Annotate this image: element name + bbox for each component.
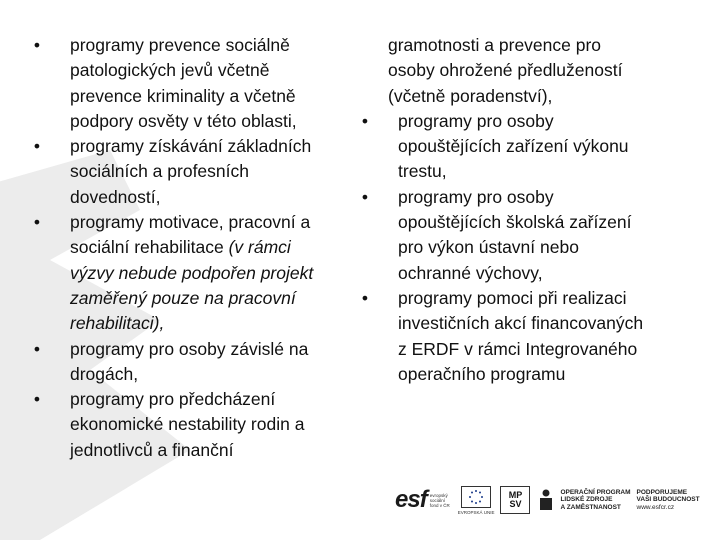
item-text: z ERDF v rámci Integrovaného [398, 338, 638, 359]
item-text: drogách, [70, 363, 139, 384]
slogan-text: PODPORUJEME VAŠI BUDOUCNOST www.esfcr.cz [636, 489, 700, 511]
esf-mark: esf [395, 486, 427, 513]
bullet-icon: • [33, 212, 41, 233]
item-text: gramotnosti a prevence pro [388, 35, 602, 55]
item-text: prevence kriminality a včetně [70, 85, 296, 106]
item-text: programy prevence sociálně [70, 35, 290, 55]
footer-logos [395, 480, 705, 520]
item-text: jednotlivců a finanční [70, 439, 234, 460]
list-item [30, 387, 360, 463]
item-text: opouštějících školská zařízení [398, 212, 632, 233]
left-column [30, 33, 360, 463]
op-lzz-logo [536, 489, 630, 511]
item-text: operačního programu [398, 363, 566, 384]
mpsv-logo: MP SV [500, 486, 530, 514]
item-italic-text: zaměřený pouze na pracovní [70, 287, 296, 308]
item-text: podpory osvěty v této oblasti, [70, 110, 297, 131]
list-item [358, 109, 688, 185]
list-item [30, 337, 360, 388]
item-text: (včetně poradenství), [388, 85, 553, 106]
esf-small-text: evropský sociální fond v ČR [429, 492, 450, 508]
bullet-icon: • [33, 389, 41, 410]
item-text: sociálních a profesních [70, 161, 249, 182]
continued-item [358, 33, 688, 109]
item-text: opouštějících zařízení výkonu [398, 136, 629, 157]
item-text: patologických jevů včetně [70, 60, 270, 81]
item-text: programy motivace, pracovní a [70, 212, 311, 233]
list-item [30, 210, 360, 336]
item-text: ekonomické nestability rodin a [70, 414, 305, 435]
list-item [358, 286, 688, 387]
item-text: pro výkon ústavní nebo [398, 237, 579, 258]
item-text: programy pro osoby závislé na [70, 338, 309, 359]
esf-logo [395, 486, 452, 514]
item-text: programy pro osoby [398, 186, 554, 207]
website-url: www.esfcr.cz [636, 503, 675, 511]
item-text: investičních akcí financovaných [398, 313, 644, 334]
right-bullet-list [358, 33, 688, 387]
item-italic-text: (v rámci [228, 237, 291, 258]
op-text: OPERAČNÍ PROGRAM LIDSKÉ ZDROJE A ZAMĚSTNANOST [560, 489, 631, 511]
op-figure-icon [536, 489, 556, 511]
item-text: trestu, [398, 161, 447, 182]
eu-flag-icon [461, 486, 491, 508]
bullet-icon: • [33, 136, 41, 157]
item-text: programy pomoci při realizaci [398, 287, 627, 308]
bullet-icon: • [361, 287, 369, 308]
list-item [30, 33, 360, 134]
list-item [358, 185, 688, 286]
item-italic-text: výzvy nebude podpořen projekt [70, 262, 314, 283]
list-item [30, 134, 360, 210]
left-bullet-list [30, 33, 360, 463]
bullet-icon: • [361, 186, 369, 207]
item-text: dovedností, [70, 186, 161, 207]
item-text: ochranné výchovy, [398, 262, 543, 283]
item-text: osoby ohrožené předlužeností [388, 60, 623, 81]
bullet-icon: • [33, 35, 41, 55]
eu-logo [458, 486, 495, 515]
item-text: sociální rehabilitace [70, 237, 229, 258]
item-text: programy pro předcházení [70, 389, 276, 410]
item-italic-text: rehabilitaci), [70, 313, 165, 334]
right-column [358, 33, 688, 387]
eu-label: EVROPSKÁ UNIE [457, 509, 495, 515]
item-text: programy pro osoby [398, 110, 554, 131]
bullet-icon: • [361, 110, 369, 131]
item-text: programy získávání základních [70, 136, 312, 157]
bullet-icon: • [33, 338, 41, 359]
